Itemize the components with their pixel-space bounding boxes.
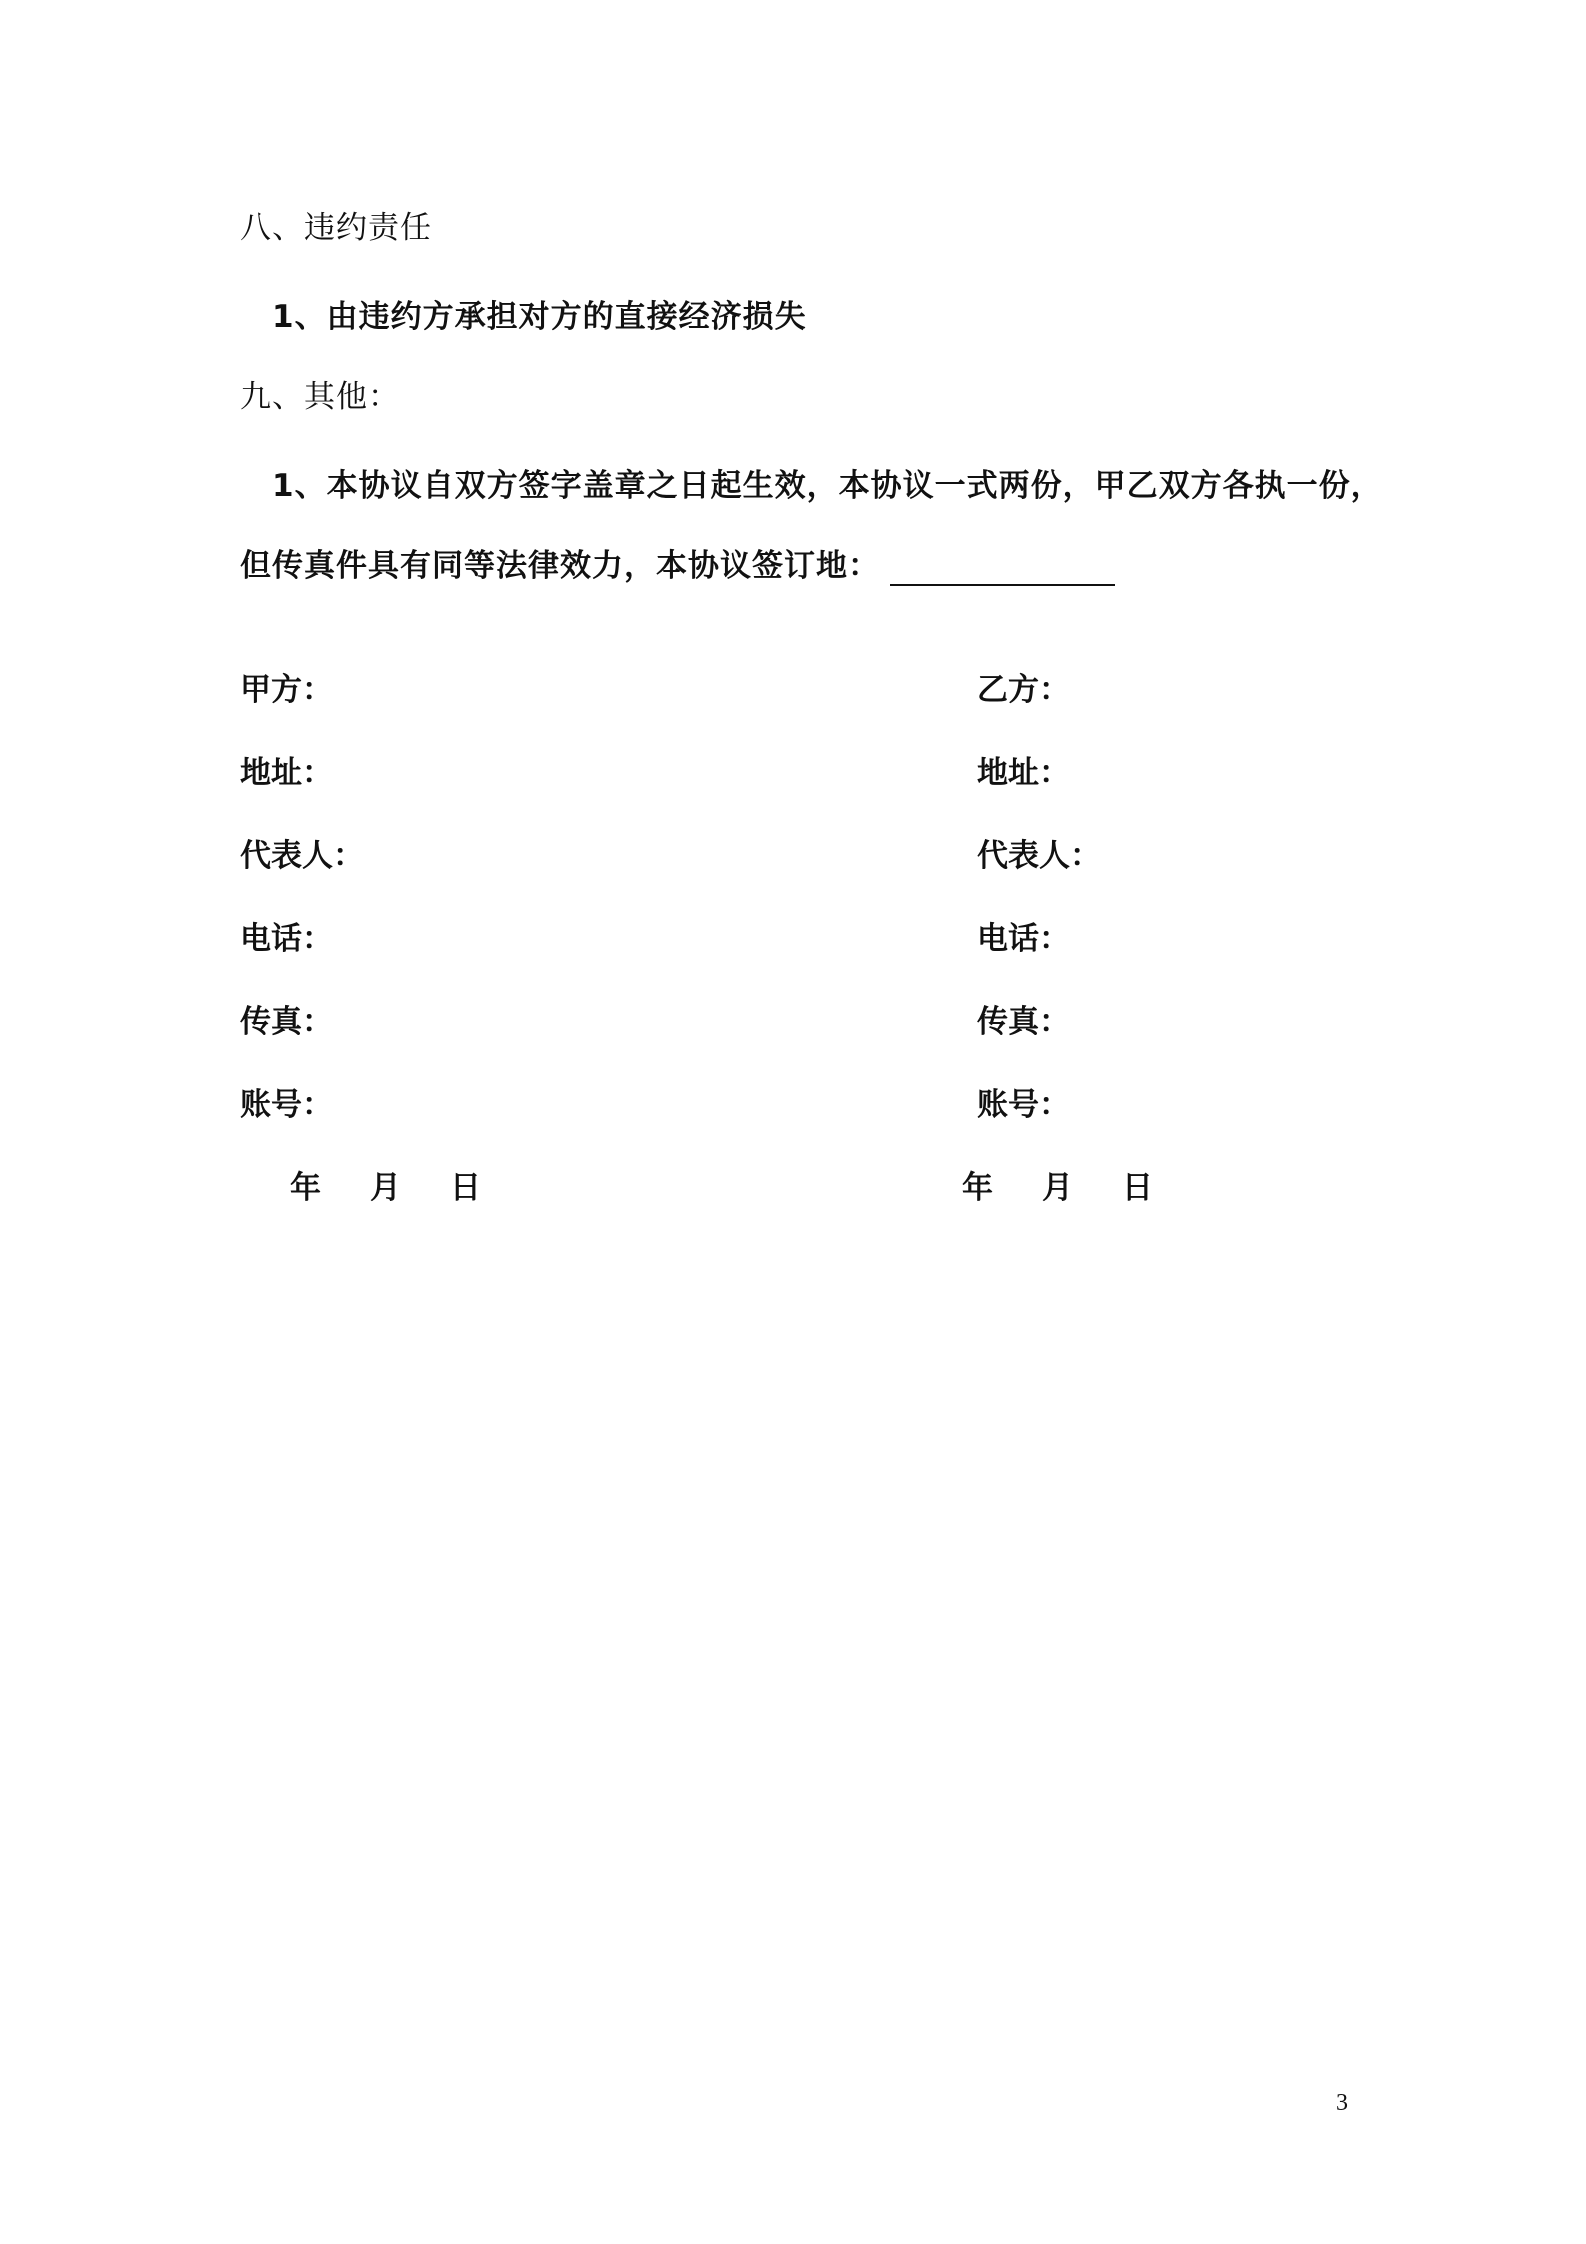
signing-place-blank	[890, 554, 1115, 586]
party-a-date	[290, 1168, 481, 1208]
party-b-fax-label: 传真：	[977, 1004, 1070, 1040]
party-b-address-label: 地址：	[977, 755, 1070, 791]
signing-place-label: 但传真件具有同等法律效力，本协议签订地：	[240, 548, 880, 584]
party-a-date-year: 年	[290, 1170, 321, 1206]
party-b-representative-label: 代表人：	[977, 838, 1101, 874]
party-b-date-day: 日	[1122, 1170, 1153, 1206]
party-a-phone-label: 电话：	[240, 921, 333, 957]
party-a-representative-label: 代表人：	[240, 838, 364, 874]
party-b-date-year: 年	[962, 1170, 993, 1206]
party-b-date	[962, 1168, 1153, 1208]
party-a-name-label: 甲方：	[240, 672, 333, 708]
party-a-date-day: 日	[450, 1170, 481, 1206]
party-a-address-label: 地址：	[240, 755, 333, 791]
section-9-item-1-line-2	[240, 546, 1115, 586]
party-a-account-label: 账号：	[240, 1087, 333, 1123]
party-b-phone-label: 电话：	[977, 921, 1070, 957]
section-8-heading: 八、违约责任	[240, 210, 432, 246]
section-9-item-1-line-1: 1、本协议自双方签字盖章之日起生效，本协议一式两份，甲乙双方各执一份，	[272, 468, 1383, 504]
party-b-date-month: 月	[1042, 1170, 1073, 1206]
party-b-name-label: 乙方：	[977, 672, 1070, 708]
party-a-fax-label: 传真：	[240, 1004, 333, 1040]
party-a-date-month: 月	[370, 1170, 401, 1206]
section-9-heading: 九、其他：	[240, 379, 400, 415]
section-8-item-1: 1、由违约方承担对方的直接经济损失	[272, 299, 807, 335]
page-number: 3	[1336, 2090, 1348, 2116]
party-b-account-label: 账号：	[977, 1087, 1070, 1123]
